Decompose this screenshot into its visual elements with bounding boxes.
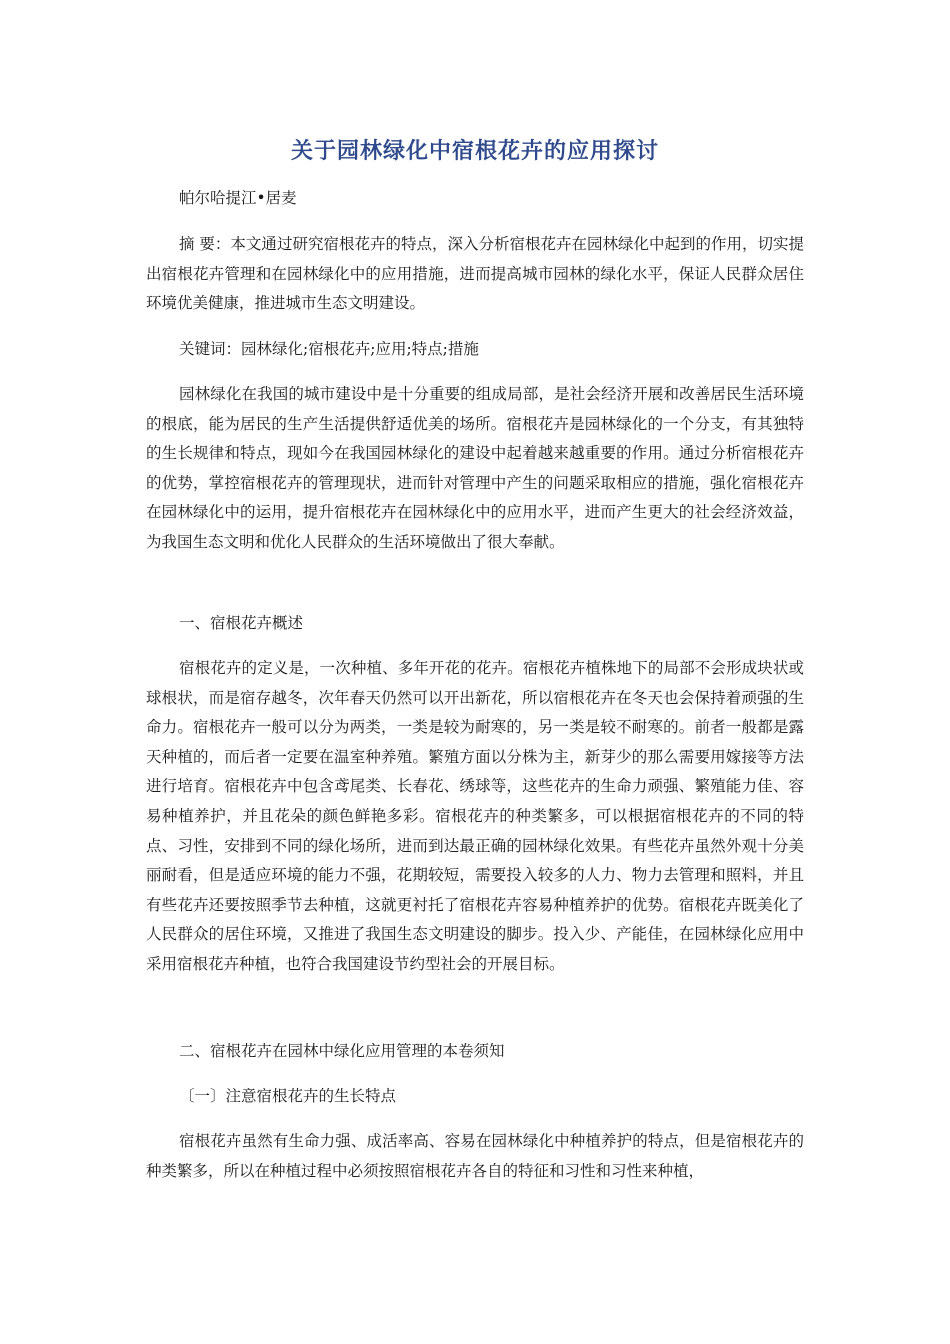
subsection-1-heading: 〔一〕注意宿根花卉的生长特点 — [179, 1087, 397, 1105]
keywords-line: 关键词：园林绿化;宿根花卉;应用;特点;措施 — [179, 340, 479, 358]
abstract-paragraph: 摘 要：本文通过研究宿根花卉的特点，深入分析宿根花卉在园林绿化中起到的作用，切实提出宿根花卉管理和在园林绿化中的应用措施，进而提高城市园林的绿化水平，保证人民群众居住环境优美健康，推进城市生态文明建设。 — [146, 235, 804, 313]
section-1-heading: 一、宿根花卉概述 — [179, 614, 304, 632]
section-1-paragraph: 宿根花卉的定义是，一次种植、多年开花的花卉。宿根花卉植株地下的局部不会形成块状或球根状，而是宿存越冬，次年春天仍然可以开出新花，所以宿根花卉在冬天也会保持着顽强的生命力。宿根花卉一般可以分为两类，一类是较为耐寒的，另一类是较不耐寒的。前者一般都是露天种植的，而后者一定要在温室种养殖。繁殖方面以分株为主，新芽少的那么需要用嫁接等方法进行培育。宿根花卉中包含鸢尾类、长春花、绣球等，这些花卉的生命力顽强、繁殖能力佳、容易种植养护，并且花朵的颜色鲜艳多彩。宿根花卉的种类繁多，可以根据宿根花卉的不同的特点、习性，安排到不同的绿化场所，进而到达最正确的园林绿化效果。有些花卉虽然外观十分美丽耐看，但是适应环境的能力不强，花期较短，需要投入较多的人力、物力去管理和照料，并且有些花卉还要按照季节去种植，这就更衬托了宿根花卉容易种植养护的优势。宿根花卉既美化了人民群众的居住环境，又推进了我国生态文明建设的脚步。投入少、产能佳，在园林绿化应用中采用宿根花卉种植，也符合我国建设节约型社会的开展目标。 — [146, 659, 804, 973]
section-2-heading: 二、宿根花卉在园林中绿化应用管理的本卷须知 — [179, 1042, 505, 1060]
intro-paragraph: 园林绿化在我国的城市建设中是十分重要的组成局部，是社会经济开展和改善居民生活环境的根底，能为居民的生产生活提供舒适优美的场所。宿根花卉是园林绿化的一个分支，有其独特的生长规律和特点，现如今在我国园林绿化的建设中起着越来越重要的作用。通过分析宿根花卉的优势，掌控宿根花卉的管理现状，进而针对管理中产生的问题采取相应的措施，强化宿根花卉在园林绿化中的运用，提升宿根花卉在园林绿化中的应用水平，进而产生更大的社会经济效益，为我国生态文明和优化人民群众的生活环境做出了很大奉献。 — [146, 385, 804, 551]
subsection-1-paragraph: 宿根花卉虽然有生命力强、成活率高、容易在园林绿化中种植养护的特点，但是宿根花卉的种类繁多，所以在种植过程中必须按照宿根花卉各自的特征和习性和习性来种植， — [146, 1132, 804, 1180]
document-title: 关于园林绿化中宿根花卉的应用探讨 — [290, 139, 659, 164]
author-line: 帕尔哈提江•居麦 — [179, 189, 297, 207]
